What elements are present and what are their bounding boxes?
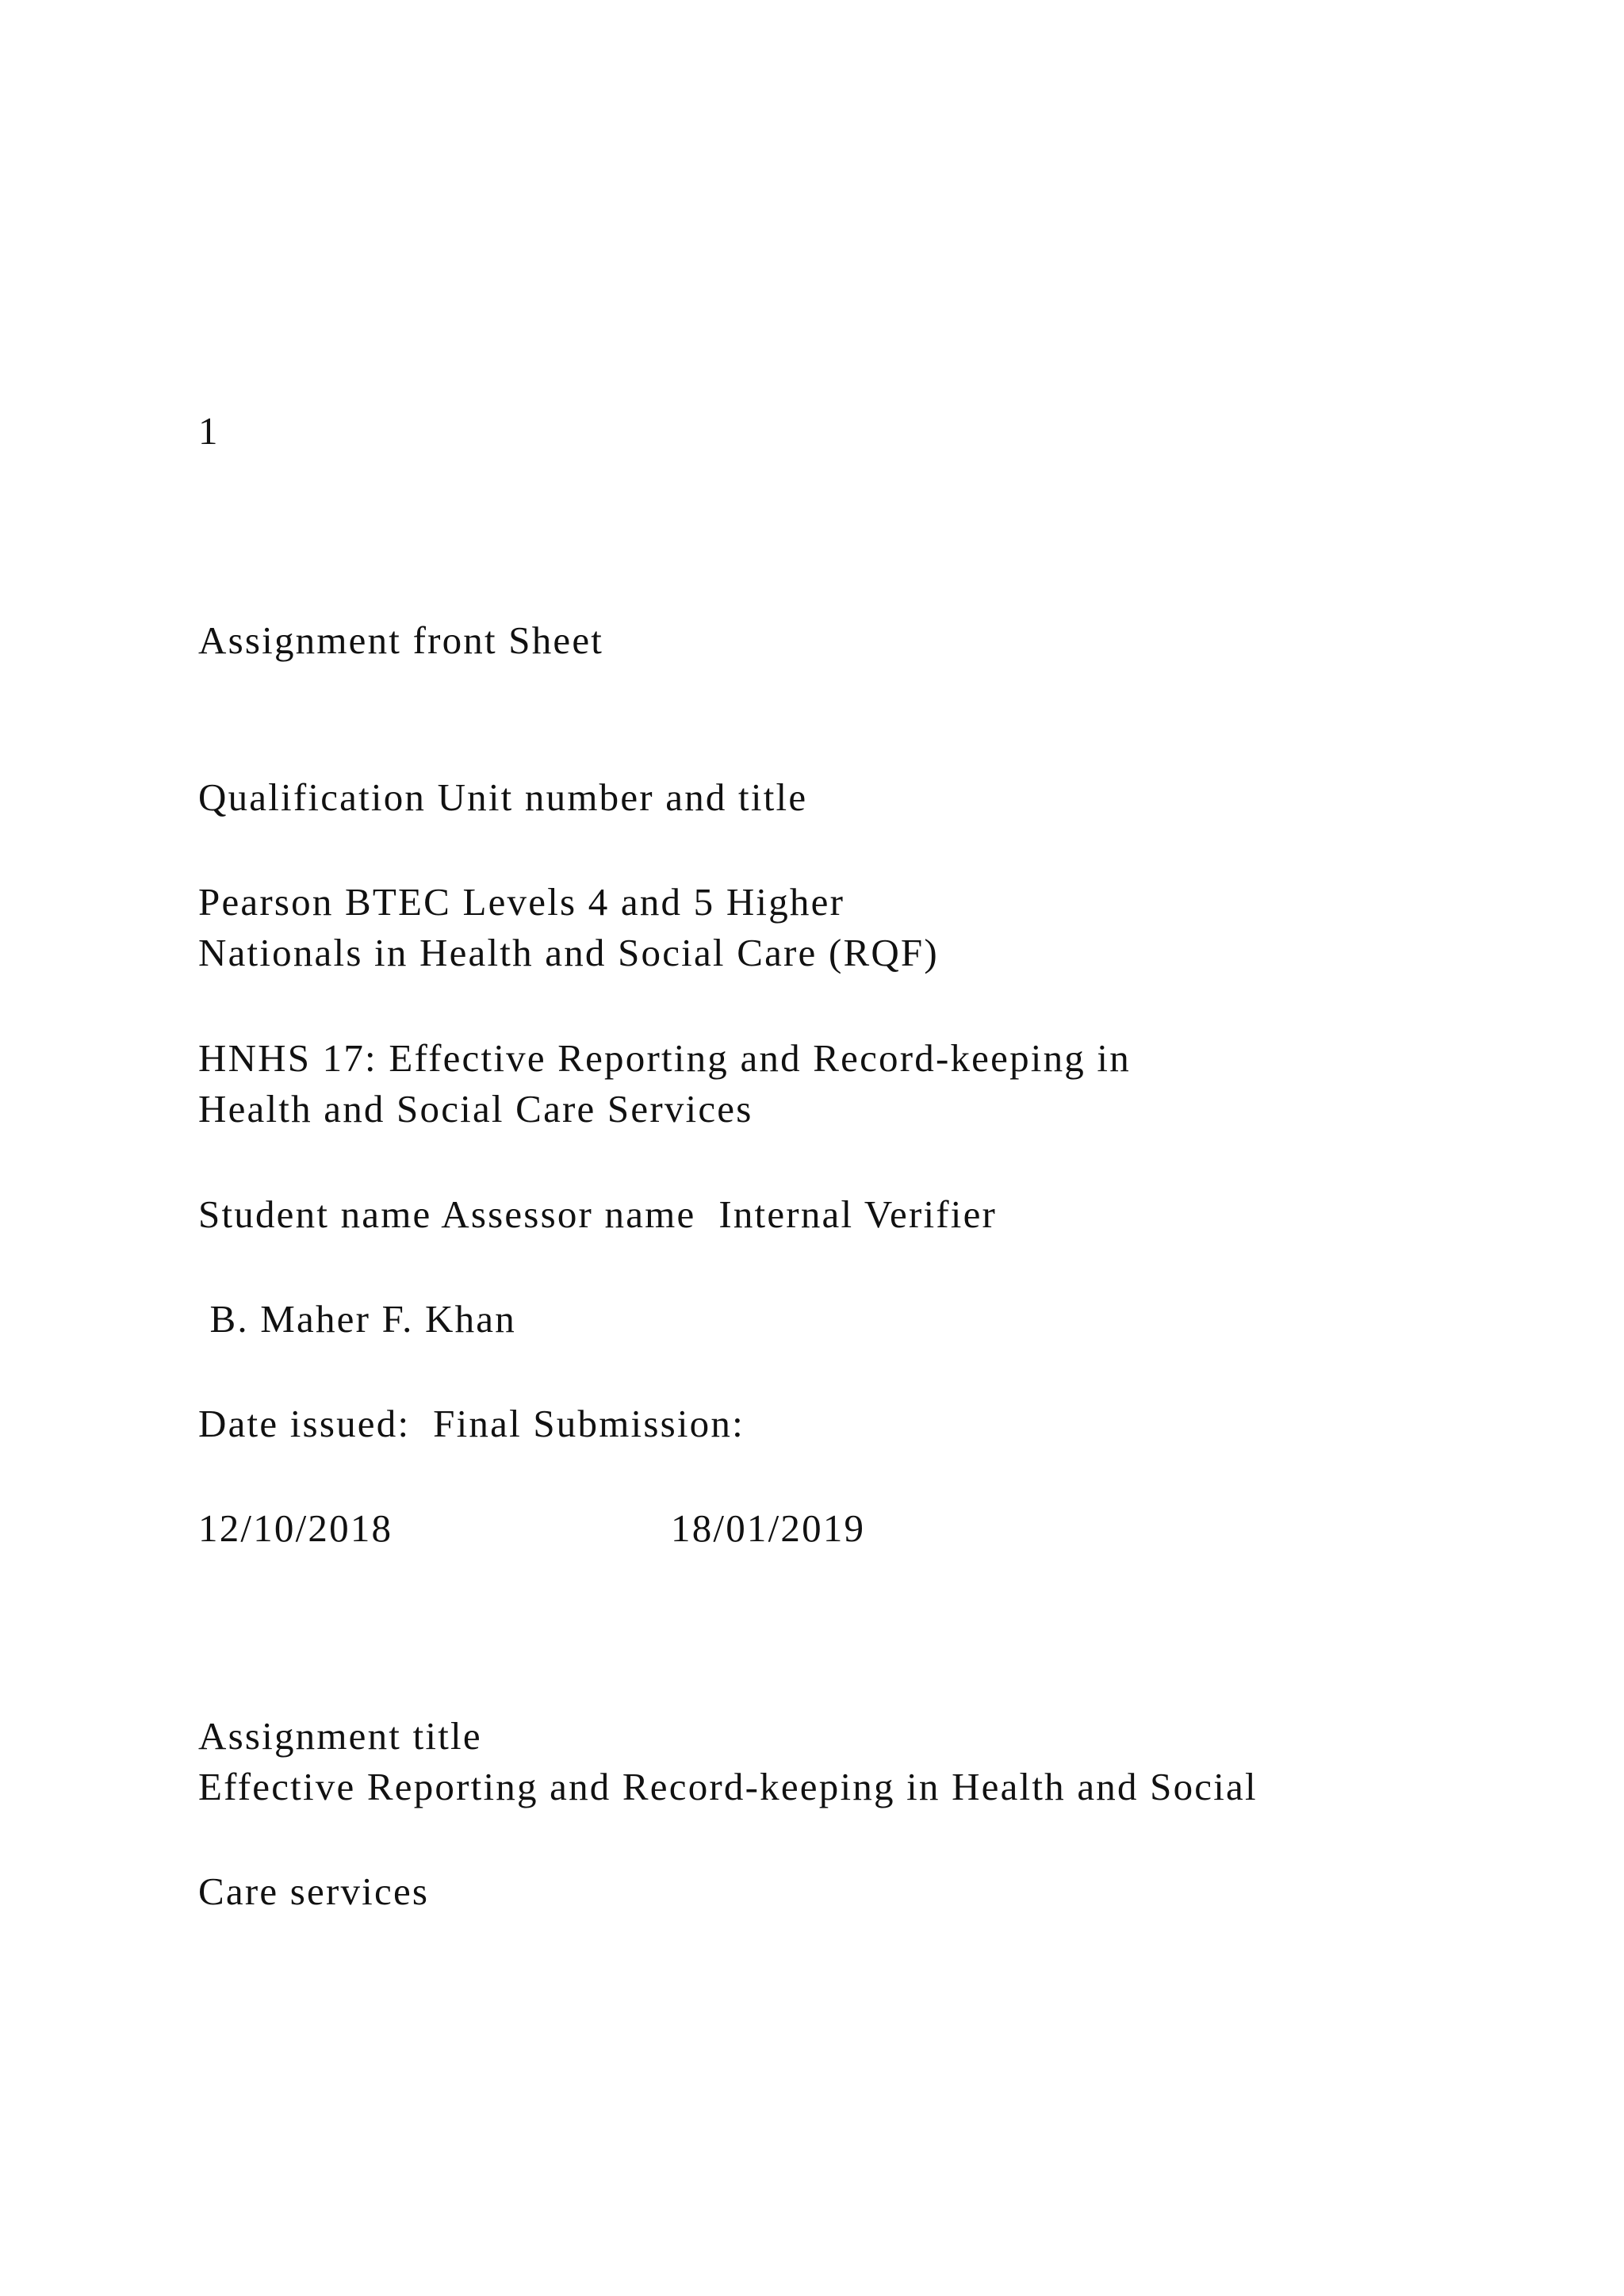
- final-submission-value: 18/01/2019: [671, 1506, 866, 1550]
- qualification-line-1: Pearson BTEC Levels 4 and 5 Higher: [198, 880, 845, 924]
- unit-title-line-1: HNHS 17: Effective Reporting and Record-keeping in: [198, 1036, 1131, 1080]
- unit-title-line-2: Health and Social Care Services: [198, 1087, 753, 1131]
- qualification-line-2: Nationals in Health and Social Care (RQF): [198, 931, 939, 974]
- names-label: Student name Assessor name Internal Verifier: [198, 1192, 998, 1236]
- dates-label: Date issued: Final Submission:: [198, 1402, 745, 1445]
- qualification-label: Qualification Unit number and title: [198, 775, 808, 819]
- date-issued-value: 12/10/2018: [198, 1506, 393, 1550]
- assignment-title-line-2: Care services: [198, 1869, 430, 1913]
- names-value: B. Maher F. Khan: [198, 1297, 516, 1341]
- assignment-title-label: Assignment title: [198, 1714, 482, 1758]
- document-heading: Assignment front Sheet: [198, 618, 604, 662]
- assignment-title-line-1: Effective Reporting and Record-keeping in Health and Social: [198, 1765, 1258, 1808]
- page-number: 1: [198, 409, 220, 453]
